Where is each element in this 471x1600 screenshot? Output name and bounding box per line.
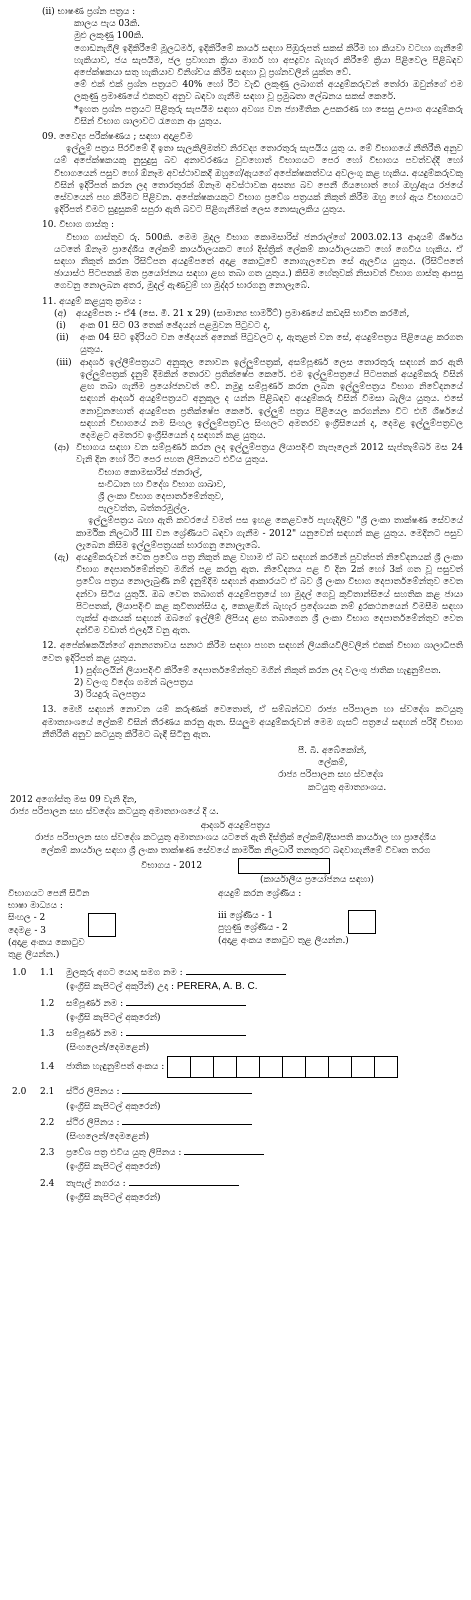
section-11-c xyxy=(8,552,463,637)
postal-town-input[interactable] xyxy=(129,1176,239,1186)
office-use-box[interactable] xyxy=(238,858,330,874)
medium-option-sinhala: සිංහල - 2 xyxy=(8,913,46,924)
field-number: 2.0 xyxy=(12,1087,27,1098)
full-name-local-input[interactable] xyxy=(126,1026,246,1036)
grade-option-supra: පුහුණු ශ්‍රේණිය - 2 xyxy=(218,923,288,934)
item-key: (ඇ) xyxy=(54,552,69,563)
exam-year: විභාගය - 2012 xyxy=(140,860,203,871)
field-note: (ඉංග්‍රීසි කැපිටල් අකුරෙන්) xyxy=(66,1162,161,1173)
field-note: (සිංහලෙන්/දෙමළෙන්) xyxy=(66,1043,150,1054)
field-note: (සිංහලෙන්/දෙමළෙන්) xyxy=(66,1132,150,1143)
item-text: අයදුම්කරුවන් වෙත ප්‍රවේශ පත්‍ර නිකුත් කළ වහාම ඒ බව සඳහන් කරමින් පුවත්පත් නිවේදනයක් ශ්‍රී ලංකා විභාග දෙපාර්තමේන්තුව මගින් පළ කරනු ඇත. නිවේදනය පළ වී දින 2ක් හෝ 3ක් ගත වූ පසුවත් ප්‍රවේශ පත්‍රය නොලැබුණි නම් දැනුම්දීම සඳහන් ආකාරයට ඒ බව ශ්‍රී ලංකා විභාග දෙපාර්තමේන්තුව වෙත දන්වා සිටිය යුතුයි. ඔබ වෙත තබාගත් අයදුම්පත්‍රයේ හා මුදල් ගෙවූ කුවිතාන්සියේ සහතික කළ ජායා පිටපතක්, ලියාපදිංචි කළ කුවිතාන්සිය ද, කොළඹින් බැහැර ප්‍රදේශයක නම් දුරකථනයෙන් විමසීම සඳහා ෆැක්ස් අංකයක් සඳහන් ඔබගේ ඉල්ලීම් ලිපියද ළඟ තබාගෙන ශ්‍රී ලංකා විභාග දෙපාර්තමේන්තුව වෙත දන්වීම වඩාත් එලදායී වනු ඇත. xyxy=(76,552,463,637)
id-doc-item: 3) රියදුරු බලපත්‍රය xyxy=(74,690,146,701)
place-line: රාජ්‍ය පරිපාලන සහ ස්වදේශ කටයුතු අමාත්‍යාංශයේ දී ය. xyxy=(10,807,219,817)
section-11-b xyxy=(8,442,463,466)
field-note: (ඉංග්‍රීසි කැපිටල් අකුරෙන්) xyxy=(66,1101,161,1112)
medium-grade-row xyxy=(8,888,463,961)
section-ii-marks: මුළු ලකුණු 100කි. xyxy=(74,31,144,42)
section-11-a-iii xyxy=(8,357,463,442)
section-11-a-i xyxy=(8,320,463,332)
field-2-3 xyxy=(8,1145,463,1159)
item-key: (ii) xyxy=(56,333,69,344)
section-ii-time: කාලය පැය 03කි. xyxy=(74,19,141,30)
field-1-1 xyxy=(8,965,463,979)
section-10-heading: 10. විභාග ගාස්තු : xyxy=(42,220,115,231)
permanent-address-local-input[interactable] xyxy=(122,1115,252,1125)
section-11-b-cont: ඉල්ලුම්පත්‍රය බහා ඇති කවරයේ වමත් පස ඉහළ කෙළවරේ පැහැදිලිව "ශ්‍රී ලංකා තාක්ෂණ සේවයේ කාර්මික නිලධාරී III වන ශ්‍රේණියට බඳවා ගැනීම - 2012" යනුවෙන් සඳහන් කළ යුතුය. මෙදිනට පසුව ලැබෙන කිසිම ඉල්ලුම්පත්‍රයක් භාරගනු නොලැබේ. xyxy=(76,516,464,551)
field-number: 1.0 xyxy=(12,968,27,979)
signatory-title: රාජ්‍ය පරිපාලන සහ ස්වදේශ xyxy=(278,770,384,781)
grade-label: අයදුම් කරන ශ්‍රේණිය : xyxy=(218,889,302,900)
item-key: (i) xyxy=(56,321,66,332)
field-number: 2.1 xyxy=(40,1087,55,1098)
grade-block xyxy=(218,888,463,961)
medium-option-tamil: දෙමළ - 3 xyxy=(8,925,46,936)
section-11-a xyxy=(8,308,463,320)
field-1-3 xyxy=(8,1026,463,1040)
signatory-name: පී. බී. අබේකෝන්, xyxy=(298,745,367,756)
signatory-title: කටයුතු අමාත්‍යාංශය. xyxy=(308,782,387,793)
field-number: 1.2 xyxy=(40,998,55,1009)
field-label: ස්ථිර ලිපිනය : xyxy=(66,1087,120,1098)
field-1-4 xyxy=(8,1056,463,1078)
address-line: පැලවත්ත, බත්තරමුල්ල. xyxy=(98,504,190,515)
section-13-body: 13. මෙහි සඳහන් නොවන යම් කරුණක් වෙතොත්, ඒ සම්බන්ධව රාජ්‍ය පරිපාලන හා ස්වදේශ කටයුතු අමාත්‍යාංශයේ ලේකම් විසින් තීරණය කරනු ඇත. සියලුම අයදුම්කරුවන් මෙම ගැසට් පත්‍රයේ සඳහන් පරිදි විභාග නීතිරීති අනුව කටයුතු කිරීමට බැඳී සිටිනු ඇත. xyxy=(42,705,463,740)
exam-row xyxy=(8,858,463,874)
address-line: විභාග කොමසාරිස් ජනරාල්, xyxy=(98,467,203,478)
grade-input-box[interactable] xyxy=(348,910,376,934)
medium-label-2: භාෂා මාධ්‍යය : xyxy=(8,901,63,912)
field-2-2 xyxy=(8,1115,463,1129)
id-doc-item: 1) පුද්ගලයින් ලියාපදිංචි කිරීමේ දෙපාර්තමේන්තුව මගින් නිකුත් කරන ලද වලංගු ජාතික හැඳුනුම්පත. xyxy=(74,665,441,676)
field-number: 1.4 xyxy=(40,1062,55,1073)
medium-block xyxy=(8,888,218,961)
field-label: ජාතික හැඳුනුම්පත් අංකය : xyxy=(66,1062,165,1073)
section-12-heading: 12. අපේක්ෂකයින්ගේ අනන්‍යතාවය සනාථ කිරීම සඳහා පහත සඳහන් ලියකියවිලිවලින් එකක් විභාග ශාලාධිපති වෙත ඉදිරිපත් කළ යුතුය. xyxy=(42,641,463,664)
field-number: 2.2 xyxy=(40,1117,55,1128)
field-label: තැපැල් නගරය : xyxy=(66,1178,126,1189)
section-9-body: ඉල්ලුම් පත්‍රය පිරවීමේ දී ඉතා සැලකිලිමත්ව නිරවද්‍ය තොරතුරු සැපයිය යුතු ය. මේ විභාගයේ නීතිරීති අනුව යම් අපේක්ෂකයකු නුසුදුසු බව අනාවරණය වුවහොත් විභාගයට පෙර හෝ විභාගය පවත්වද්දී හෝ විභාගයෙන් පසුව හෝ ඕනෑම අවස්ථාවකදී ඔහුගේ/ඇයගේ අපේක්ෂකත්වය අවලංගු කළ හැකිය. අයදුම්කරුවකු විසින් ඉදිරිපත් කරන ලද තොරතුරක් ඕනෑම අවස්ථාවක අසත්‍ය බව පෙනී ගියහොත් හෝ ඔහු/ඇය රජයේ සේවයෙන් පහ කිරීමට පිළිවන. අපේක්ෂකයකුට විභාග ප්‍රවේශ පත්‍රයක් නිකුත් කිරීම ඔහු හෝ ඇය විභාගයට ඉදිරිපත් වීමට සුදුසුකම් සපුරා ඇති බවට පිළිගැනීමක් ලෙස නොසැලකිය යුතුය. xyxy=(54,144,463,216)
field-note: (ඉංග්‍රීසි කැපිටල් අකුරින්) උදා : xyxy=(66,982,175,993)
date-line: 2012 අගෝස්තු මස 09 වැනි දින, xyxy=(10,794,137,805)
item-text: විභාගය සඳහා වන සම්පූර්ණ කරන ලද ඉල්ලුම්පත්‍රය ලියාපදිංචි තැපෑලෙන් 2012 සැප්තැම්බර් මස 24 වැනි දින හෝ රීට පෙර පහත ලිපිනයට එවිය යුතුය. xyxy=(76,443,463,466)
field-number: 2.4 xyxy=(40,1178,55,1189)
item-key: (iii) xyxy=(56,357,72,368)
section-ii-heading: (ii) භාෂණ ප්‍රශ්න පත්‍රය : xyxy=(42,7,136,17)
item-text: අංක 01 සිට 03 තෙක් ඡේදයන් පළමුවන පිටුවට ද, xyxy=(80,321,271,332)
grade-option-iii: iii ශ්‍රේණිය - 1 xyxy=(218,911,274,922)
full-name-english-input[interactable] xyxy=(126,996,246,1006)
field-note: (ඉංග්‍රීසි කැපිටල් අකුරෙන්) xyxy=(66,1192,161,1203)
section-10-body: විභාග ගාස්තුව රු. 500කි. මෙම මුදල විභාග කොමසාරිස් ජනරාල්ගේ 2003.02.13 ආදායම් ශීර්ෂය යටතේ ඕනෑම ප්‍රාදේශීය ලේකම් කාර්යාලයකට හෝ දිස්ත්‍රික් ලේකම් කාර්යාලයකට හෝ ගෙවිය හැකිය. ඒ සඳහා නිකුත් කරන රිසිට්පත අයදුම්පතේ අදාළ කොටුවේ නොගැලවෙන සේ ඇලවිය යුතුය. (රිසිට්පතේ ඡායාස්ථ පිටපතක් මත ප්‍රයෝජනය සඳහා ළඟ තබා ගත යුතුය.) කිසිම හේතුවක් නිසාවත් විභාග ගාස්තු ආපසු ගෙවනු නොලබන අතර, මුදල් ඇණවුම් හා මුද්දර භාරගනු නොලැබේ. xyxy=(54,232,463,292)
section-11-a-ii xyxy=(8,332,463,356)
admission-address-input[interactable] xyxy=(184,1145,264,1155)
grade-note: (අදාළ අංකය කොටුව තුළ ලියන්න.) xyxy=(218,935,349,946)
field-number: 2.3 xyxy=(40,1148,55,1159)
section-9-heading: 09. වෛද්‍ය පරීක්ෂණය ; සඳහා අදාළවීම xyxy=(42,132,193,143)
form-heading: ආදර්ශ අයදුම්පත්‍රය xyxy=(200,821,271,832)
item-key: (ආ) xyxy=(54,443,70,454)
nic-number-grid[interactable] xyxy=(168,1056,398,1078)
field-note: (ඉංග්‍රීසි කැපිටල් අකුරෙන්) xyxy=(66,1012,161,1023)
item-text: අංක 04 සිට ඉදිරියට වන ඡේදයන් අනෙක් පිටුවලට ද, ඇතුළත් වන සේ, අයදුම්පත්‍රය පිළියෙළ කරගත යුතුය. xyxy=(80,333,463,356)
item-text: ආදර්ශ ඉල්ලීම්පත්‍රයට අනුකූල නොවන ඉල්ලුම්පත්‍රක්, අසම්පූර්ණ ලෙස තොරතුරු සඳහන් කර ඇති ඉල්ලුම්පත්‍රක් දැනුම් දීමකින් තොරව ප්‍රතික්ෂේප කෙරේ. එම ඉල්ලුම්පත්‍රයේ පිටපතක් අයදුම්කරු විසින් ළඟ තබා ගැනීම ප්‍රයෝජනවත් වේ. නමුදු සම්පූර්ණ කරන ලබන ඉල්ලුම්පත්‍රය විභාග නිවේදනයේ සඳහන් ආදර්ශ අයදුම්පත්‍රයට අනුකූල ද යන්න පිළිබඳව අයදුම්කරු විසින් විමසා බැලිය යුතුය. එසේ නොවුනහොත් අයදුම්පත ප්‍රතික්ෂේප කෙරේ. ඉල්ලුම් පත්‍රය පිළියෙල කරගන්නා විට එහි ශීර්ෂයේ සඳහන් විභාගයේ නම සිංහල ඉල්ලුම්පත්‍රවල සිංහලට අමතරව ඉංග්‍රීසියෙන් ද, දෙමළ ඉල්ලුම්පත්‍රවල දෙමළට අමතරව ඉංග්‍රීසියෙන් ද සඳහන් කළ යුතුය. xyxy=(80,357,463,441)
field-2-4 xyxy=(8,1176,463,1190)
address-line: ශ්‍රී ලංකා විභාග දෙපාර්තමේන්තුව, xyxy=(98,491,224,502)
medium-note-2: තුළ ලියන්න.) xyxy=(8,950,60,961)
item-key: (අ) xyxy=(54,308,67,319)
field-label: ස්ථිර ලිපිනය : xyxy=(66,1117,120,1128)
field-label: මුලකුරු අගට යොදා සමග නම : xyxy=(66,968,183,979)
section-ii-footnote: *ඉහත ප්‍රශ්න පත්‍රයට පිළිතුරු සැපයීම සඳහා අවශ්‍ය වන ජ්‍යාමිතික උපකරණ හා සෙසු උපාංග අයදුම්කරු විසින් විභාග ශාලාවට රැගෙන ආ යුතුය. xyxy=(74,104,463,127)
name-initials-input[interactable] xyxy=(186,965,286,975)
form-title: රාජ්‍ය පරිපාලන සහ ස්වදේශ කටයුතු අමාත්‍යාංශය යටතේ ඇති දිස්ත්‍රික් ලේකම්/දිසාපති කාර්යාල හා ප්‍රාදේශීය ලේකම් කාර්යාල සඳහා ශ්‍රී ලංකා තාක්ෂණ සේවයේ කාර්මික නිලධාරී තනතුරට බඳවාගැනීමේ විවෘත තරග xyxy=(35,833,436,856)
name-example: PERERA, A. B. C. xyxy=(176,981,258,993)
permanent-address-english-input[interactable] xyxy=(122,1084,252,1094)
field-label: ප්‍රවේශ පත්‍ර එවිය යුතු ලිපිනය : xyxy=(66,1148,182,1159)
medium-input-box[interactable] xyxy=(88,913,116,937)
signatory-title: ලේකම්, xyxy=(318,758,348,769)
office-use-label: (කාර්යාලීය ප්‍රයෝජනය සඳහා) xyxy=(260,874,374,885)
medium-note: (අදාළ අංකය කොටුව xyxy=(8,937,85,948)
field-number: 1.1 xyxy=(40,968,55,979)
field-label: සම්පූර්ණ නම : xyxy=(66,998,124,1009)
id-doc-item: 2) වලංගු විදේශ ගමන් බලපත්‍රය xyxy=(74,677,194,688)
field-1-2 xyxy=(8,996,463,1010)
field-label: සම්පූර්ණ නම : xyxy=(66,1029,124,1040)
item-text: අයදුම්පත :- ඒ4 (සෙ. මී. 21 x 29) (සාමාන්‍ය භාර්මිට්) ප්‍රමාණයේ කඩදාසි භාවිත කරමින්, xyxy=(76,308,410,319)
section-11-heading: 11. අයදුම් කළයුතු ක්‍රමය : xyxy=(42,296,142,307)
medium-label: විභාගයට පෙනී සිටින xyxy=(8,889,90,900)
address-line: සංවිධාන හා විදේශ විභාග ශාඛාව, xyxy=(98,479,226,490)
section-ii-note: මේ එක් එක් ප්‍රශ්න පත්‍රයට 40% හෝ රීට වැඩි ලකුණු ලබාගත් අයදුම්කරුවන් තෝරා ඔවුන්ගේ එම ලකුණු ප්‍රමාණයේ එකතුව අනුව බඳවා ගැනීම සඳහා වූ ප්‍රමුඛතා ලේඛනය සකස් කෙරේ. xyxy=(74,80,463,103)
field-number: 1.3 xyxy=(40,1029,55,1040)
field-2-1 xyxy=(8,1084,463,1098)
section-ii-body: ගොඩනැගිලි ඉදිකිරීමේ මූලධර්ම, ඉදිකිරීමේ කාර්ය සඳහා පිඹුරුපත් සකස් කිරීම හා කියවා වටහා ගැනීමේ හැකියාව, ජය සැපයීම, ජල ප්‍රවාහන ක්‍රියා මාර්ග හා අපද්‍රව්‍ය බැහැර කිරීමේ ක්‍රියා පිළිවෙල පිළිබඳව අපේක්ෂකයා සතු හැකියාව විනිශ්චය කිරීම සඳහා වූ ප්‍රශ්නවලින් යුක්ත වේ. xyxy=(74,43,463,79)
